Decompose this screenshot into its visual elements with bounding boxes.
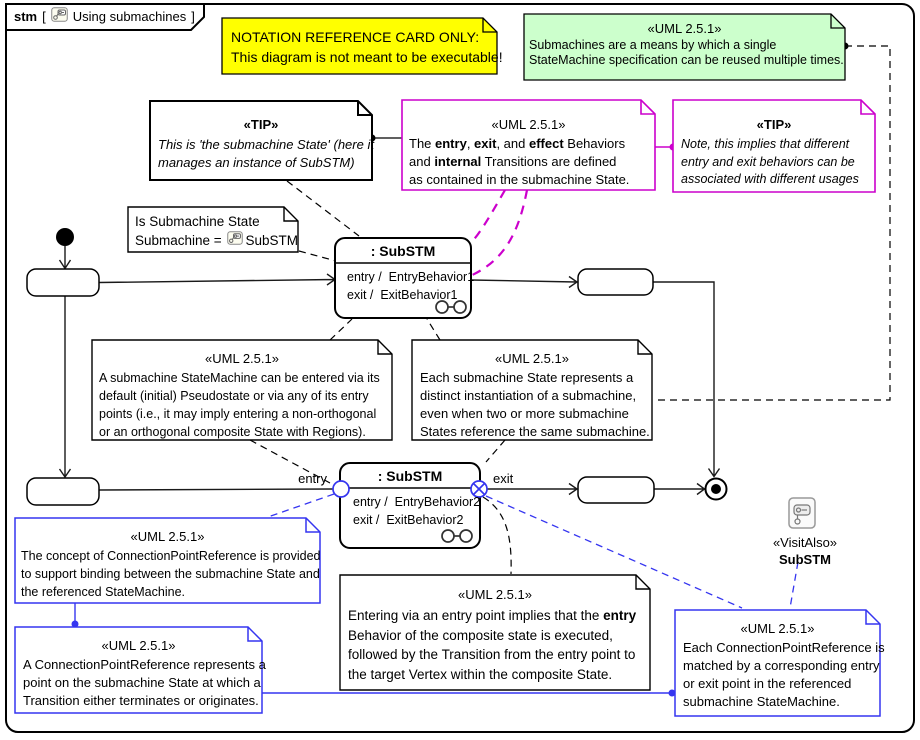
note-entering-title: «UML 2.5.1» (458, 587, 532, 602)
substm2-body (353, 493, 481, 529)
exit-point-label: exit (493, 471, 514, 486)
frame-open-bracket: [ (42, 9, 46, 24)
substm2-exit-line: exit / ExitBehavior2 (353, 513, 464, 527)
state-a[interactable] (27, 269, 99, 296)
note-entered-text: A submachine StateMachine can be entered via its default (initial) Pseudostate or via any of its entry points (i.e., it may imply entering a non-orthogonal or an orthogonal composite State with Regions). (99, 371, 380, 439)
frame-label (14, 7, 204, 26)
substm1-exit-line: exit / ExitBehavior1 (347, 288, 458, 302)
frame-keyword: stm (14, 9, 38, 24)
substm2-name: : SubSTM (377, 468, 443, 484)
note-tip-submachine-text: This is 'the submachine State' (here it manages an instance of SubSTM) (158, 137, 374, 170)
note-cpr-concept-text: The concept of ConnectionPointReference is provided to support binding between the submachine State and the referenced StateMachine. (21, 549, 321, 599)
frame-close-bracket: ] (191, 9, 195, 24)
substm1-name: : SubSTM (370, 243, 436, 259)
substm1-body (347, 268, 475, 304)
note-entered-title: «UML 2.5.1» (205, 351, 279, 366)
note-cpr-represents-title: «UML 2.5.1» (101, 638, 176, 653)
state-d[interactable] (578, 477, 654, 503)
frame-diagram-name: Using submachines (72, 9, 187, 24)
visit-also-icon[interactable] (789, 498, 815, 528)
note-cpr-concept-title: «UML 2.5.1» (130, 529, 205, 544)
note-instantiation-title: «UML 2.5.1» (495, 351, 569, 366)
note-is-submachine-text (135, 212, 298, 250)
initial-pseudostate[interactable] (56, 228, 74, 246)
substm2-entry-line: entry / EntryBehavior2 (353, 495, 481, 509)
entry-point-label: entry (298, 471, 327, 486)
note-behaviors-title: «UML 2.5.1» (491, 117, 566, 132)
note-tip-submachine-title: «TIP» (243, 117, 279, 132)
visit-also-name: SubSTM (779, 552, 831, 567)
note-reuse-title: «UML 2.5.1» (647, 21, 722, 36)
note-tip-usages-title: «TIP» (756, 117, 792, 132)
substm1-entry-line: entry / EntryBehavior1 (347, 270, 475, 284)
state-b[interactable] (27, 478, 99, 505)
note-cpr-matched-text: Each ConnectionPointReference is matched by a corresponding entry or exit point in the referenced submachine StateMachine. (683, 640, 885, 709)
final-state[interactable] (706, 479, 727, 500)
note-cpr-represents-text: A ConnectionPointReference represents a point on the submachine State at which a Transition either terminates or originates. (23, 657, 266, 708)
statemachine-icon (227, 231, 243, 250)
state-c[interactable] (578, 269, 653, 295)
is-submachine-line2-name: SubSTM (245, 233, 298, 248)
note-instantiation-text: Each submachine State represents a distinct instantiation of a submachine, even when two or more submachine States reference the same submachine. (420, 370, 650, 439)
note-notation-text: NOTATION REFERENCE CARD ONLY: This diagram is not meant to be executable! (231, 29, 503, 65)
note-entering-text: Entering via an entry point implies that the entry Behavior of the composite state is executed, followed by the Transition from the entry point to the target Vertex within the composite State. (348, 608, 637, 682)
note-tip-usages-text: Note, this implies that different entry and exit behaviors can be associated with different usages (681, 137, 859, 186)
statemachine-icon (51, 7, 68, 26)
note-behaviors-text: The entry, exit, and effect Behaviors and internal Transitions are defined as contained in the submachine State. (409, 136, 630, 187)
is-submachine-line2-prefix: Submachine = (135, 233, 226, 248)
visit-also-stereotype: «VisitAlso» (772, 535, 838, 550)
note-cpr-matched-title: «UML 2.5.1» (740, 621, 815, 636)
is-submachine-line1: Is Submachine State (135, 214, 260, 229)
note-reuse-text: Submachines are a means by which a single StateMachine specification can be reused multiple times. (529, 38, 844, 67)
